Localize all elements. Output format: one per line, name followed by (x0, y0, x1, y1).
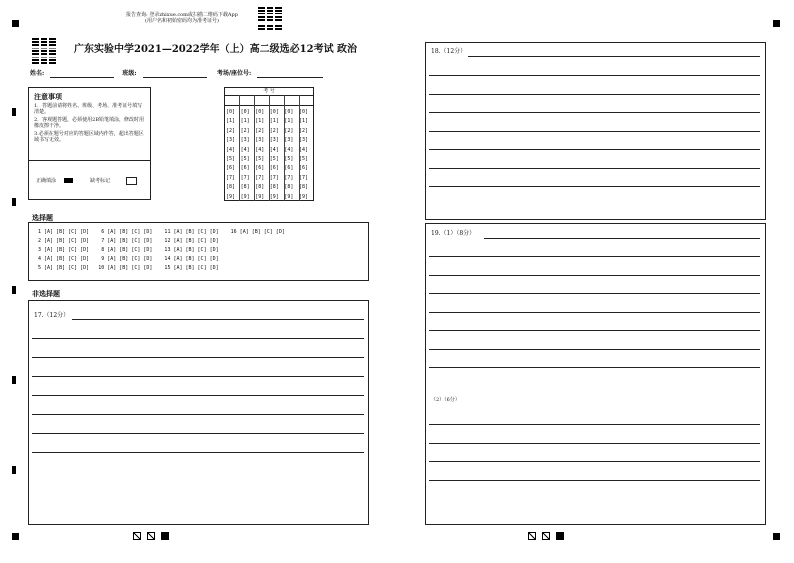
correct-fill-sample (64, 178, 73, 183)
exam-digit-bubble[interactable]: [7] (284, 174, 294, 181)
side-mark (12, 108, 16, 116)
exam-digit-bubble[interactable]: [4] (299, 146, 309, 153)
instructions-divider (28, 160, 151, 161)
exam-digit-bubble[interactable]: [5] (226, 156, 236, 163)
answer-line[interactable] (32, 414, 364, 415)
exam-digit-bubble[interactable]: [6] (299, 165, 309, 172)
exam-digit-column (255, 108, 264, 202)
side-mark (12, 466, 16, 474)
exam-digit-bubble[interactable]: [7] (269, 174, 279, 181)
exam-digit-bubble[interactable]: [1] (226, 118, 236, 125)
answer-line[interactable] (429, 149, 760, 150)
notice-line-2: (用户名和初始密码均为准考证号) (145, 18, 219, 24)
student-info-row (30, 70, 360, 78)
seat-label: 考场/座位号: (216, 70, 252, 77)
exam-digit-bubble[interactable]: [7] (240, 174, 250, 181)
q19-first-line[interactable] (484, 238, 760, 239)
exam-digit-bubble[interactable]: [4] (284, 146, 294, 153)
answer-line[interactable] (429, 349, 760, 350)
class-field[interactable] (143, 77, 207, 78)
choice-row[interactable]: 5 [A] [B] [C] [D] 10 [A] [B] [C] [D] 15 [A] [B] [C] [D] (38, 265, 219, 271)
exam-digit-bubble[interactable]: [1] (269, 118, 279, 125)
exam-digit-bubble[interactable]: [6] (255, 165, 265, 172)
bottom-code-box (528, 532, 536, 540)
corner-mark (12, 533, 19, 540)
answer-line[interactable] (32, 338, 364, 339)
exam-digit-bubble[interactable]: [6] (240, 165, 250, 172)
choice-row[interactable]: 3 [A] [B] [C] [D] 8 [A] [B] [C] [D] 13 [A] [B] [C] [D] (38, 247, 219, 253)
answer-line[interactable] (429, 186, 760, 187)
bottom-code-box (542, 532, 550, 540)
answer-line[interactable] (429, 75, 760, 76)
exam-digit-bubble[interactable]: [8] (269, 184, 279, 191)
exam-digit-bubble[interactable]: [0] (284, 109, 294, 115)
corner-mark (773, 20, 780, 27)
exam-digit-bubble[interactable]: [9] (299, 193, 309, 200)
exam-digit-bubble[interactable]: [1] (255, 118, 265, 125)
q17-first-line[interactable] (72, 319, 364, 320)
exam-digit-bubble[interactable]: [5] (240, 156, 250, 163)
absent-label: 缺考标记 (90, 178, 111, 184)
answer-line[interactable] (429, 293, 760, 294)
side-mark (12, 376, 16, 384)
exam-digit-bubble[interactable]: [3] (269, 137, 279, 144)
exam-digit-bubble[interactable]: [2] (269, 127, 279, 134)
exam-digit-column (270, 108, 279, 202)
answer-line[interactable] (429, 256, 760, 257)
answer-line[interactable] (429, 367, 760, 368)
instruction-item: 1．答题前请将姓名、班级、考场、准考证号填写清楚。 (34, 103, 143, 115)
seat-field[interactable] (257, 77, 323, 78)
exam-digit-bubble[interactable]: [2] (284, 127, 294, 134)
side-mark (12, 198, 16, 206)
exam-digit-bubble[interactable]: [7] (255, 174, 265, 181)
exam-digit-bubble[interactable]: [6] (226, 165, 236, 172)
exam-digit-bubble[interactable]: [0] (255, 109, 265, 115)
exam-digit-bubble[interactable]: [2] (240, 127, 250, 134)
answer-line[interactable] (429, 480, 760, 481)
exam-digit-bubble[interactable]: [3] (240, 137, 250, 144)
exam-digit-column (284, 108, 293, 202)
choice-row[interactable]: 2 [A] [B] [C] [D] 7 [A] [B] [C] [D] 12 [A] [B] [C] [D] (38, 238, 219, 244)
answer-line[interactable] (429, 424, 760, 425)
exam-digit-bubble[interactable]: [9] (284, 193, 294, 200)
exam-digit-column (299, 108, 308, 202)
exam-digit-bubble[interactable]: [5] (284, 156, 294, 163)
bottom-code-box (147, 532, 155, 540)
exam-digit-bubble[interactable]: [3] (255, 137, 265, 144)
exam-digit-bubble[interactable]: [4] (269, 146, 279, 153)
exam-digit-bubble[interactable]: [2] (226, 127, 236, 134)
corner-mark (12, 20, 19, 27)
absent-checkbox[interactable] (126, 177, 137, 185)
answer-line[interactable] (32, 376, 364, 377)
page-title: 广东实验中学2021—2022学年（上）高二级选必12考试 政治 (74, 44, 358, 55)
exam-digit-bubble[interactable]: [4] (240, 146, 250, 153)
q19-part2-label: （2）（6分） (431, 397, 460, 403)
answer-line[interactable] (32, 433, 364, 434)
exam-digit-bubble[interactable]: [8] (255, 184, 265, 191)
exam-digit-bubble[interactable]: [0] (269, 109, 279, 115)
instruction-item: 2．客观题答题，必须使用2B铅笔填涂，修改时用橡皮擦干净。 (34, 117, 145, 129)
answer-line[interactable] (429, 443, 760, 444)
exam-digit-bubble[interactable]: [7] (226, 174, 236, 181)
class-label: 班级: (122, 70, 137, 77)
exam-digit-bubble[interactable]: [6] (284, 165, 294, 172)
exam-digit-column (241, 108, 250, 202)
choice-row[interactable]: 4 [A] [B] [C] [D] 9 [A] [B] [C] [D] 14 [A] [B] [C] [D] (38, 256, 219, 262)
non-choice-heading: 非选择题 (32, 289, 60, 298)
exam-digit-bubble[interactable]: [0] (226, 109, 236, 115)
answer-line[interactable] (429, 168, 760, 169)
top-qr-code[interactable] (258, 6, 282, 30)
exam-digit-bubble[interactable]: [9] (240, 193, 250, 200)
bottom-code-box (133, 532, 141, 540)
answer-line[interactable] (32, 357, 364, 358)
exam-digit-bubble[interactable]: [9] (226, 193, 236, 200)
exam-digit-bubble[interactable]: [5] (269, 156, 279, 163)
q18-first-line[interactable] (468, 56, 760, 57)
bottom-code-box (161, 532, 169, 540)
instructions-heading: 注意事项 (34, 92, 62, 101)
answer-line[interactable] (429, 312, 760, 313)
exam-digit-bubble[interactable]: [1] (240, 118, 250, 125)
exam-digit-bubble[interactable]: [4] (226, 146, 236, 153)
exam-digit-bubble[interactable]: [7] (299, 174, 309, 181)
exam-digit-bubble[interactable]: [3] (226, 137, 236, 144)
exam-digit-bubble[interactable]: [0] (240, 109, 250, 115)
exam-digit-bubble[interactable]: [9] (255, 193, 265, 200)
exam-digit-bubble[interactable]: [5] (299, 156, 309, 163)
choice-heading: 选择题 (32, 213, 53, 222)
report-notice (112, 12, 252, 24)
bottom-code-box (556, 532, 564, 540)
q18-label: 18.（12分） (431, 48, 467, 55)
exam-digit-bubble[interactable]: [2] (255, 127, 265, 134)
exam-digit-bubble[interactable]: [8] (284, 184, 294, 191)
q17-answer-box (28, 300, 369, 525)
exam-digit-bubble[interactable]: [9] (269, 193, 279, 200)
exam-digit-bubble[interactable]: [3] (299, 137, 309, 144)
exam-digit-bubble[interactable]: [1] (284, 118, 294, 125)
choice-row[interactable]: 1 [A] [B] [C] [D] 6 [A] [B] [C] [D] 11 [A] [B] [C] [D] 16 [A] [B] [C] [D] (38, 229, 285, 235)
exam-digit-bubble[interactable]: [0] (299, 109, 309, 115)
name-field[interactable] (50, 77, 114, 78)
answer-line[interactable] (32, 395, 364, 396)
exam-digit-bubble[interactable]: [8] (299, 184, 309, 191)
exam-digit-bubble[interactable]: [8] (226, 184, 236, 191)
answer-line[interactable] (429, 275, 760, 276)
exam-digit-bubble[interactable]: [4] (255, 146, 265, 153)
name-label: 姓名: (30, 70, 45, 77)
exam-digit-bubble[interactable]: [8] (240, 184, 250, 191)
side-mark (12, 286, 16, 294)
answer-line[interactable] (429, 330, 760, 331)
q19-label: 19.（1）（8分） (431, 230, 476, 237)
instructions-list (34, 103, 146, 143)
answer-line[interactable] (429, 94, 760, 95)
exam-digit-bubble[interactable]: [5] (255, 156, 265, 163)
exam-digit-bubble[interactable]: [2] (299, 127, 309, 134)
exam-digit-column (226, 108, 235, 202)
answer-line[interactable] (32, 452, 364, 453)
exam-number-header: 考 号 (263, 88, 275, 94)
exam-digit-bubble[interactable]: [3] (284, 137, 294, 144)
answer-line[interactable] (429, 112, 760, 113)
corner-mark (773, 533, 780, 540)
answer-line[interactable] (429, 461, 760, 462)
exam-digit-bubble[interactable]: [1] (299, 118, 309, 125)
correct-fill-label: 正确填涂 (36, 178, 57, 184)
left-qr-code (32, 38, 56, 64)
instruction-item: 3.必须在题号对应的答题区域内作答，超出答题区域书写无效。 (34, 131, 144, 143)
exam-digit-bubble[interactable]: [6] (269, 165, 279, 172)
notice-line-1: 报告查询: 登录zhixue.com或扫描二维码下载App (126, 12, 238, 18)
q17-label: 17.（12分） (34, 312, 70, 319)
answer-line[interactable] (429, 131, 760, 132)
